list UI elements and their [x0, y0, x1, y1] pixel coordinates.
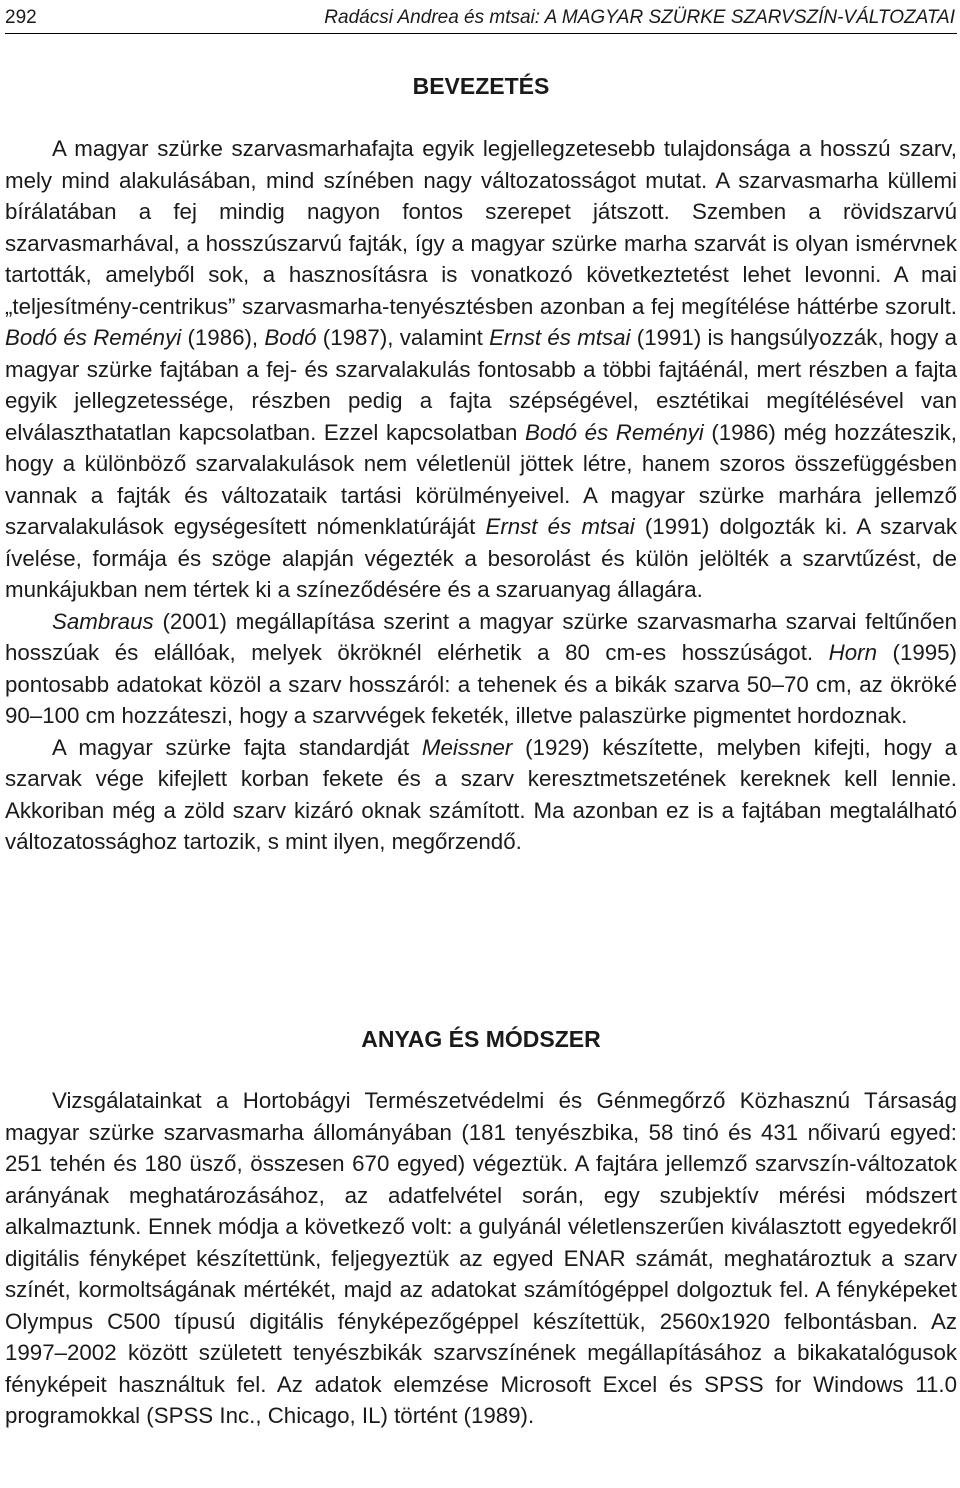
text-run: (1929) készítette, melyben kifejti, hogy a szarvak vége kifejlett korban fekete és a szarv keresztmetszetének kereknek kell lennie. Akkoriban még a zöld szarv kizáró oknak számított. Ma azonban ez is a fajtában megtalálható változatossághoz tartozik, s mint ilyen, megőrzendő. [5, 734, 957, 854]
citation-author: Bodó és Reményi [5, 325, 182, 350]
text-run: A magyar szürke szarvasmarhafajta egyik legjellegzetesebb tulajdonsága a hosszú szarv, mely mind alakulásában, mind színében nagy változatosságot mutat. A szarvasmarha küllemi bírálatában a fej mindig nagyon fontos szerepet játszott. Szemben a rövidszarvú szarvasmarhával, a hosszúszarvú fajták, így a magyar szürke marha szarvát is olyan ismérvnek tartották, amelyből sok, a hasznosításra is vonatkozó következtetést lehet levonni. A mai „teljesítmény-centrikus” szarvasmarha-tenyésztésben azonban a fej megítélése háttérbe szorult. [5, 136, 957, 319]
header-rule [5, 33, 957, 34]
citation-author: Ernst és mtsai [489, 325, 631, 350]
citation-author: Horn [828, 640, 877, 665]
running-title: Radácsi Andrea és mtsai: A MAGYAR SZÜRKE SZARVSZÍN-VÁLTOZATAI [324, 7, 955, 28]
text-run: A magyar szürke fajta standardját [52, 734, 422, 760]
citation-author: Bodó [264, 325, 317, 350]
section-body-anyag-es-modszer [5, 1085, 957, 1432]
text-run: (1991) is hangsúlyozzák, hogy a magyar szürke fajtában a fej- és szarvalakulás fontosabb a többi fajtáénál, mert részben a fajta egyik jellegzetessége, részben pedig a fajta szépségével, esztétikai megítélésével van elválaszthatatlan kapcsolatban. Ezzel kapcsolatban [5, 325, 957, 445]
page-number: 292 [5, 7, 37, 28]
text-run: (1986) még hozzáteszik, hogy a különböző szarvalakulások nem véletlenül jöttek létre, hanem szoros összefüggésben vannak a fajták és változataik tartási körülményeivel. A magyar szürke marhára jellemző szarvalakulások egységesített nómenklatúráját [5, 419, 957, 539]
citation-author: Sambraus [52, 608, 154, 634]
section-heading-bevezetes: BEVEZETÉS [412, 73, 550, 99]
citation-author: Meissner [421, 734, 513, 760]
citation-author: Bodó és Reményi [524, 419, 704, 445]
text-run: Vizsgálatainkat a Hortobágyi Természetvédelmi és Génmegőrző Közhasznú Társaság magyar szürke szarvasmarha állományában (181 tenyészbika, 58 tinó és 431 nőivarú egyed: 251 tehén és 180 üsző, összesen 670 egyed) végeztük. A fajtára jellemző szarvszín-változatok arányának meghatározásához, az adatfelvétel során, egy szubjektív mérési módszert alkalmaztunk. Ennek módja a következő volt: a gulyánál véletlenszerűen kiválasztott egyedekről digitális fényképet készítettünk, feljegyeztük az egyed ENAR számát, meghatároztuk a szarv színét, kormoltságának mértékét, majd az adatokat számítógéppel dolgoztuk fel. A fényképeket Olympus C500 típusú digitális fényképezőgéppel készítettük, 2560x1920 felbontásban. Az 1997–2002 között született tenyészbikák szarvszínének megállapításához a bikakatalógusok fényképeit használtuk fel. Az adatok elemzése Microsoft Excel és SPSS for Windows 11.0 programokkal (SPSS Inc., Chicago, IL) történt (1989). [5, 1088, 957, 1428]
text-run: (1987), valamint [316, 325, 490, 350]
text-run: (1991) dolgozták ki. A szarvak ívelése, formája és szöge alapján végezték a besorolást és külön jelölték a szarvtűzést, de munkájukban nem tértek ki a színeződésére és a szaruanyag állagára. [5, 514, 957, 602]
paragraph [5, 133, 957, 606]
running-head [5, 6, 957, 30]
text-run: (1995) pontosabb adatokat közöl a szarv hosszáról: a tehenek és a bikák szarva 50–70 cm, az ökröké 90–100 cm hozzáteszi, hogy a szarvvégek feketék, illetve palaszürke pigmentet hordoznak. [5, 640, 957, 728]
text-run: (2001) megállapítása szerint a magyar szürke szarvasmarha szarvai feltűnően hosszúak és elállóak, melyek ökröknél elérhetik a 80 cm-es hosszúságot. [5, 608, 957, 665]
section-heading-anyag-es-modszer: ANYAG ÉS MÓDSZER [361, 1026, 601, 1052]
section-body-bevezetes [5, 133, 957, 858]
paragraph [5, 606, 957, 732]
text-run: (1986), [181, 325, 265, 350]
citation-author: Ernst és mtsai [485, 514, 635, 539]
paragraph [5, 732, 957, 858]
paragraph [5, 1085, 957, 1432]
